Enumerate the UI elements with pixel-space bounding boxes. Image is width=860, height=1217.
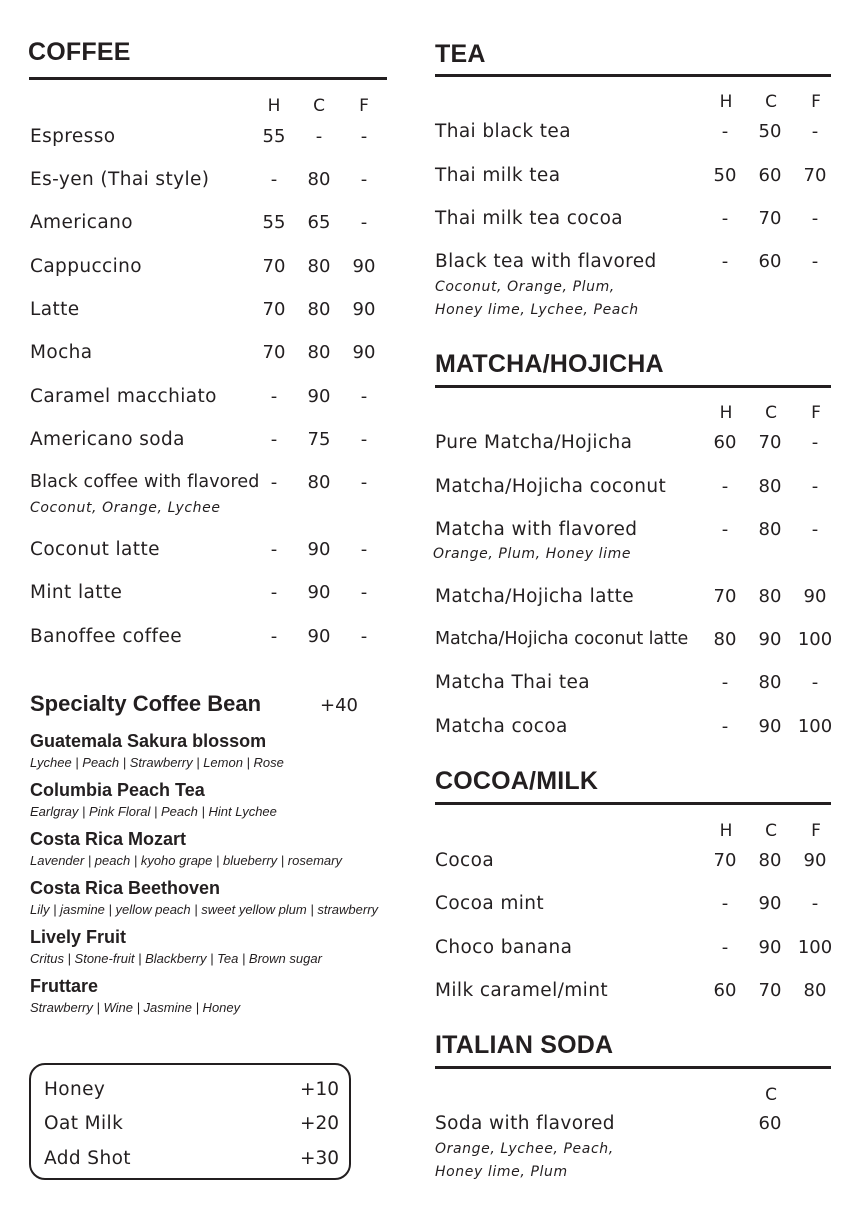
- coffee-price-frappe: -: [360, 429, 368, 450]
- coffee-price-hot: -: [270, 626, 278, 647]
- tea-item-name: Thai milk tea cocoa: [435, 208, 624, 229]
- matcha-item-name: Matcha Thai tea: [435, 672, 591, 693]
- bean-name: Guatemala Sakura blossom: [30, 731, 267, 751]
- coffee-price-frappe: -: [360, 582, 368, 603]
- bean-tasting-notes: Lavender | peach | kyoho grape | blueberry | rosemary: [30, 853, 342, 868]
- coffee-price-cold: 80: [307, 342, 331, 363]
- matcha-price-hot: -: [721, 476, 729, 497]
- coffee-item-name: Caramel macchiato: [30, 386, 217, 407]
- cocoa-price-cold: 80: [758, 850, 782, 871]
- coffee-item-name: Mint latte: [30, 582, 123, 603]
- matcha-price-hot: 60: [713, 432, 737, 453]
- tea-item-flavors: Honey lime, Lychee, Peach: [435, 302, 639, 318]
- tea-price-hot: -: [721, 251, 729, 272]
- coffee-price-cold: 80: [307, 169, 331, 190]
- coffee-divider: [29, 77, 387, 80]
- cocoa-price-hot: 60: [713, 980, 737, 1001]
- matcha-price-hot: 80: [713, 629, 737, 650]
- tea-divider: [435, 74, 831, 77]
- tea-header-cold: C: [765, 92, 777, 112]
- bean-name: Costa Rica Mozart: [30, 829, 187, 849]
- matcha-header-hot: H: [719, 403, 733, 423]
- matcha-item-name: Matcha/Hojicha latte: [435, 586, 635, 607]
- coffee-price-frappe: -: [360, 169, 368, 190]
- coffee-price-hot: 70: [262, 256, 286, 277]
- tea-price-cold: 60: [758, 165, 782, 186]
- cocoa-header-frappe: F: [811, 821, 821, 841]
- coffee-price-hot: 55: [262, 126, 286, 147]
- coffee-item-name: Cappuccino: [30, 256, 142, 277]
- coffee-item-name: Espresso: [30, 126, 116, 147]
- coffee-price-cold: 80: [307, 256, 331, 277]
- cocoa-price-frappe: 90: [803, 850, 827, 871]
- bean-tasting-notes: Earlgray | Pink Floral | Peach | Hint Lychee: [30, 804, 277, 819]
- matcha-price-hot: 70: [713, 586, 737, 607]
- addon-price: +20: [300, 1113, 340, 1134]
- coffee-header-cold: C: [313, 96, 325, 116]
- bean-tasting-notes: Lychee | Peach | Strawberry | Lemon | Rose: [30, 755, 284, 770]
- cocoa-price-frappe: -: [811, 893, 819, 914]
- coffee-price-cold: 90: [307, 386, 331, 407]
- tea-price-cold: 50: [758, 121, 782, 142]
- coffee-price-frappe: -: [360, 386, 368, 407]
- coffee-price-frappe: 90: [352, 299, 376, 320]
- addon-price: +30: [300, 1148, 340, 1169]
- cocoa-item-name: Choco banana: [435, 937, 573, 958]
- coffee-item-flavors: Coconut, Orange, Lychee: [30, 500, 221, 516]
- coffee-price-frappe: -: [360, 626, 368, 647]
- matcha-price-frappe: 100: [797, 716, 833, 737]
- coffee-price-hot: -: [270, 539, 278, 560]
- coffee-price-frappe: -: [360, 539, 368, 560]
- coffee-price-hot: -: [270, 582, 278, 603]
- matcha-price-frappe: -: [811, 476, 819, 497]
- tea-item-name: Black tea with flavored: [435, 251, 657, 272]
- coffee-price-cold: 90: [307, 539, 331, 560]
- coffee-item-name: Coconut latte: [30, 539, 160, 560]
- tea-price-cold: 70: [758, 208, 782, 229]
- coffee-price-hot: 55: [262, 212, 286, 233]
- soda-item-flavors: Orange, Lychee, Peach,: [435, 1141, 614, 1157]
- cocoa-section-title: COCOA/MILK: [435, 767, 599, 795]
- tea-price-frappe: -: [811, 251, 819, 272]
- addon-name: Oat Milk: [44, 1113, 124, 1134]
- bean-tasting-notes: Critus | Stone-fruit | Blackberry | Tea | Brown sugar: [30, 951, 322, 966]
- coffee-price-frappe: -: [360, 126, 368, 147]
- matcha-section-title: MATCHA/HOJICHA: [435, 350, 664, 378]
- tea-price-hot: -: [721, 208, 729, 229]
- soda-item-name: Soda with flavored: [435, 1113, 615, 1134]
- tea-price-hot: -: [721, 121, 729, 142]
- bean-name: Fruttare: [30, 976, 99, 996]
- matcha-price-hot: -: [721, 716, 729, 737]
- cocoa-header-hot: H: [719, 821, 733, 841]
- cocoa-header-cold: C: [765, 821, 777, 841]
- matcha-price-frappe: -: [811, 432, 819, 453]
- coffee-price-cold: 90: [307, 582, 331, 603]
- tea-header-hot: H: [719, 92, 733, 112]
- coffee-section-title: COFFEE: [28, 38, 131, 66]
- matcha-price-cold: 90: [758, 629, 782, 650]
- cocoa-price-hot: -: [721, 893, 729, 914]
- coffee-price-cold: 90: [307, 626, 331, 647]
- matcha-header-frappe: F: [811, 403, 821, 423]
- matcha-price-cold: 80: [758, 672, 782, 693]
- coffee-item-name: Latte: [30, 299, 80, 320]
- coffee-price-hot: -: [270, 429, 278, 450]
- tea-price-frappe: -: [811, 121, 819, 142]
- bean-name: Lively Fruit: [30, 927, 127, 947]
- coffee-price-cold: -: [315, 126, 323, 147]
- matcha-item-name: Pure Matcha/Hojicha: [435, 432, 633, 453]
- coffee-price-cold: 65: [307, 212, 331, 233]
- cocoa-price-frappe: 80: [803, 980, 827, 1001]
- cocoa-price-cold: 70: [758, 980, 782, 1001]
- tea-price-cold: 60: [758, 251, 782, 272]
- coffee-item-name: Americano: [30, 212, 133, 233]
- matcha-item-name: Matcha/Hojicha coconut latte: [435, 629, 689, 649]
- tea-item-flavors: Coconut, Orange, Plum,: [435, 279, 615, 295]
- tea-price-hot: 50: [713, 165, 737, 186]
- tea-item-name: Thai milk tea: [435, 165, 561, 186]
- tea-header-frappe: F: [811, 92, 821, 112]
- soda-item-flavors: Honey lime, Plum: [435, 1164, 568, 1180]
- matcha-header-cold: C: [765, 403, 777, 423]
- tea-section-title: TEA: [435, 40, 486, 68]
- bean-name: Costa Rica Beethoven: [30, 878, 221, 898]
- cocoa-item-name: Milk caramel/mint: [435, 980, 609, 1001]
- tea-price-frappe: -: [811, 208, 819, 229]
- matcha-item-name: Matcha/Hojicha coconut: [435, 476, 667, 497]
- matcha-divider: [435, 385, 831, 388]
- soda-price-cold: 60: [758, 1113, 782, 1134]
- coffee-price-hot: 70: [262, 342, 286, 363]
- addon-price: +10: [300, 1079, 340, 1100]
- cocoa-price-cold: 90: [758, 893, 782, 914]
- coffee-header-hot: H: [267, 96, 281, 116]
- matcha-item-name: Matcha cocoa: [435, 716, 568, 737]
- cocoa-divider: [435, 802, 831, 805]
- matcha-price-hot: -: [721, 672, 729, 693]
- coffee-price-frappe: -: [360, 472, 368, 493]
- cocoa-price-hot: -: [721, 937, 729, 958]
- soda-section-title: ITALIAN SODA: [435, 1031, 614, 1059]
- coffee-price-frappe: 90: [352, 256, 376, 277]
- matcha-item-flavors: Orange, Plum, Honey lime: [433, 546, 632, 562]
- matcha-item-name: Matcha with flavored: [435, 519, 638, 540]
- coffee-price-hot: -: [270, 386, 278, 407]
- addon-name: Add Shot: [44, 1148, 131, 1169]
- matcha-price-frappe: -: [811, 672, 819, 693]
- matcha-price-hot: -: [721, 519, 729, 540]
- coffee-price-cold: 80: [307, 472, 331, 493]
- coffee-price-frappe: -: [360, 212, 368, 233]
- addon-name: Honey: [44, 1079, 106, 1100]
- specialty-title: Specialty Coffee Bean: [30, 691, 262, 716]
- matcha-price-cold: 70: [758, 432, 782, 453]
- matcha-price-cold: 80: [758, 519, 782, 540]
- coffee-item-name: Mocha: [30, 342, 93, 363]
- coffee-price-cold: 75: [307, 429, 331, 450]
- cocoa-price-cold: 90: [758, 937, 782, 958]
- coffee-item-name: Es-yen (Thai style): [30, 169, 210, 190]
- soda-divider: [435, 1066, 831, 1069]
- matcha-price-cold: 90: [758, 716, 782, 737]
- tea-item-name: Thai black tea: [435, 121, 571, 142]
- coffee-header-frappe: F: [359, 96, 369, 116]
- coffee-price-hot: 70: [262, 299, 286, 320]
- specialty-extra-price: +40: [320, 695, 358, 716]
- cocoa-item-name: Cocoa mint: [435, 893, 545, 914]
- coffee-price-frappe: 90: [352, 342, 376, 363]
- cocoa-price-hot: 70: [713, 850, 737, 871]
- matcha-price-frappe: 100: [797, 629, 833, 650]
- coffee-item-name: Banoffee coffee: [30, 626, 183, 647]
- bean-tasting-notes: Strawberry | Wine | Jasmine | Honey: [30, 1000, 241, 1015]
- coffee-price-cold: 80: [307, 299, 331, 320]
- soda-header-cold: C: [765, 1085, 777, 1105]
- cocoa-price-frappe: 100: [797, 937, 833, 958]
- matcha-price-cold: 80: [758, 476, 782, 497]
- bean-name: Columbia Peach Tea: [30, 780, 205, 800]
- bean-tasting-notes: Lily | jasmine | yellow peach | sweet yellow plum | strawberry: [30, 902, 379, 917]
- coffee-price-hot: -: [270, 169, 278, 190]
- coffee-item-name: Americano soda: [30, 429, 185, 450]
- matcha-price-frappe: -: [811, 519, 819, 540]
- matcha-price-frappe: 90: [803, 586, 827, 607]
- tea-price-frappe: 70: [803, 165, 827, 186]
- cocoa-item-name: Cocoa: [435, 850, 495, 871]
- matcha-price-cold: 80: [758, 586, 782, 607]
- coffee-price-hot: -: [270, 472, 278, 493]
- coffee-item-name: Black coffee with flavored: [30, 472, 260, 492]
